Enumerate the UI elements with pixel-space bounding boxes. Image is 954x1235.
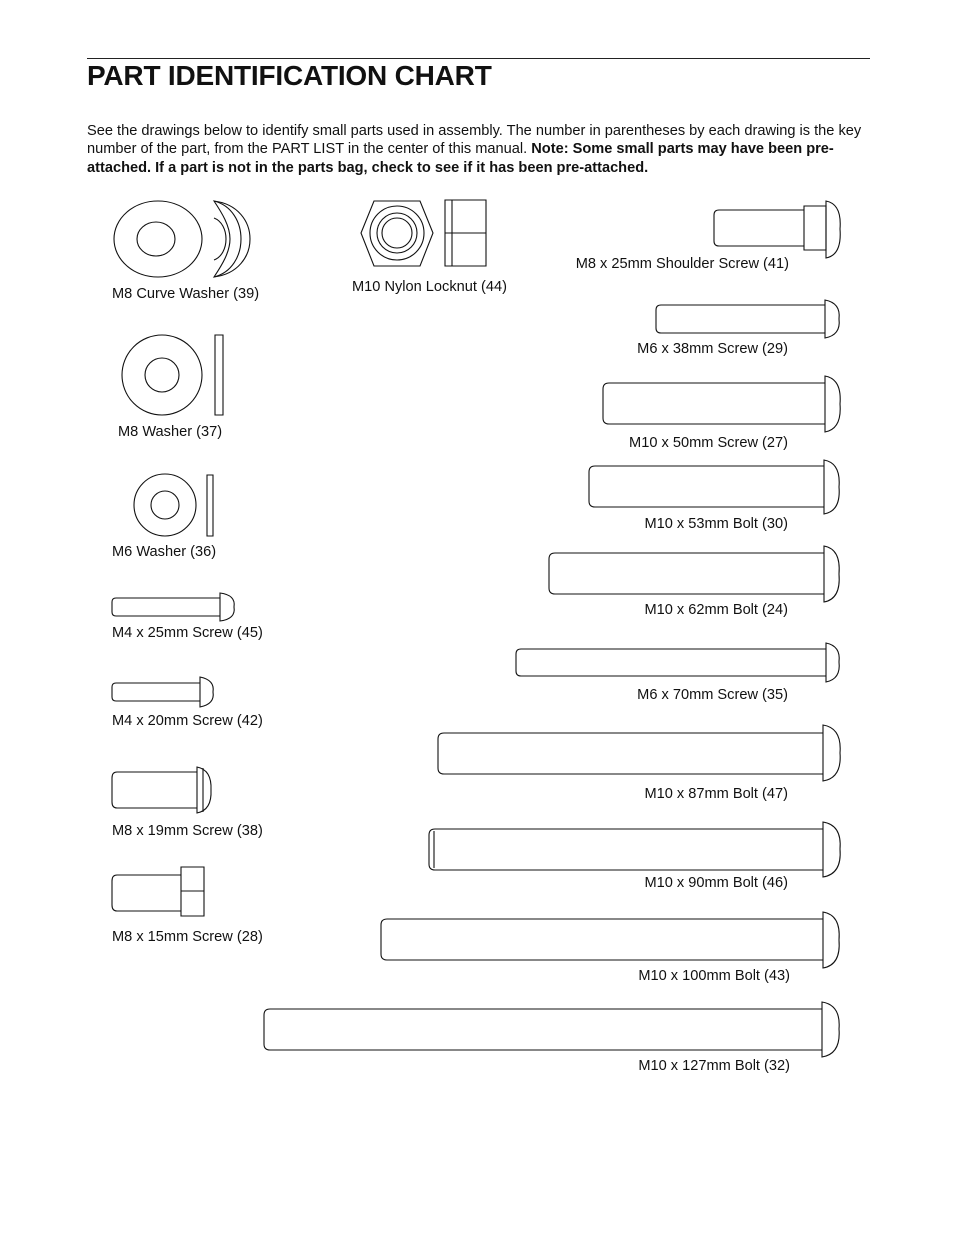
intro-note: Note: Some small parts may have been pre-attached. If a part is not in the parts bag, check to see if it has been pre-attached. <box>87 141 834 176</box>
label-m8x19-screw: M8 x 19mm Screw (38) <box>112 823 263 839</box>
label-m10x127-bolt: M10 x 127mm Bolt (32) <box>638 1058 790 1074</box>
m10x50-screw-drawing <box>603 376 840 432</box>
label-m10x62-bolt: M10 x 62mm Bolt (24) <box>644 602 788 618</box>
m4x25-screw-drawing <box>112 593 234 621</box>
label-m4x25-screw: M4 x 25mm Screw (45) <box>112 625 263 641</box>
m8x15-screw-drawing <box>112 867 204 916</box>
shoulder-screw-drawing <box>714 201 840 258</box>
label-m8x15-screw: M8 x 15mm Screw (28) <box>112 929 263 945</box>
label-m6x70-screw: M6 x 70mm Screw (35) <box>637 687 788 703</box>
m8-washer-drawing <box>122 335 223 415</box>
m10x53-bolt-drawing <box>589 460 839 514</box>
m6x38-screw-drawing <box>656 300 839 338</box>
label-curve-washer: M8 Curve Washer (39) <box>112 286 260 302</box>
m4x20-screw-drawing <box>112 677 213 707</box>
label-shoulder-screw: M8 x 25mm Shoulder Screw (41) <box>575 256 789 272</box>
label-m10x87-bolt: M10 x 87mm Bolt (47) <box>644 786 788 802</box>
m10x87-bolt-drawing <box>438 725 840 781</box>
label-locknut: M10 Nylon Locknut (44) <box>352 279 507 295</box>
curve-washer-drawing <box>114 201 250 277</box>
locknut-drawing <box>361 200 486 266</box>
m10x100-bolt-drawing <box>381 912 839 968</box>
label-m10x50-screw: M10 x 50mm Screw (27) <box>629 435 788 451</box>
m6-washer-drawing <box>134 474 213 536</box>
label-m4x20-screw: M4 x 20mm Screw (42) <box>112 713 263 729</box>
label-m10x53-bolt: M10 x 53mm Bolt (30) <box>644 516 788 532</box>
label-m10x90-bolt: M10 x 90mm Bolt (46) <box>644 875 788 891</box>
m8x19-screw-drawing <box>112 767 211 813</box>
m10x90-bolt-drawing <box>429 822 840 877</box>
label-m8-washer: M8 Washer (37) <box>118 424 223 440</box>
m6x70-screw-drawing <box>516 643 839 682</box>
page-title: PART IDENTIFICATION CHART <box>87 60 492 91</box>
intro-text: See the drawings below to identify small parts used in assembly. The number in parentheses by each drawing is the key number of the part, from the PART LIST in the center of this manual. <box>87 123 862 158</box>
label-m10x100-bolt: M10 x 100mm Bolt (43) <box>638 968 790 984</box>
label-m6x38-screw: M6 x 38mm Screw (29) <box>637 341 788 357</box>
m10x127-bolt-drawing <box>264 1002 839 1057</box>
m10x62-bolt-drawing <box>549 546 839 602</box>
label-m6-washer: M6 Washer (36) <box>112 544 217 560</box>
